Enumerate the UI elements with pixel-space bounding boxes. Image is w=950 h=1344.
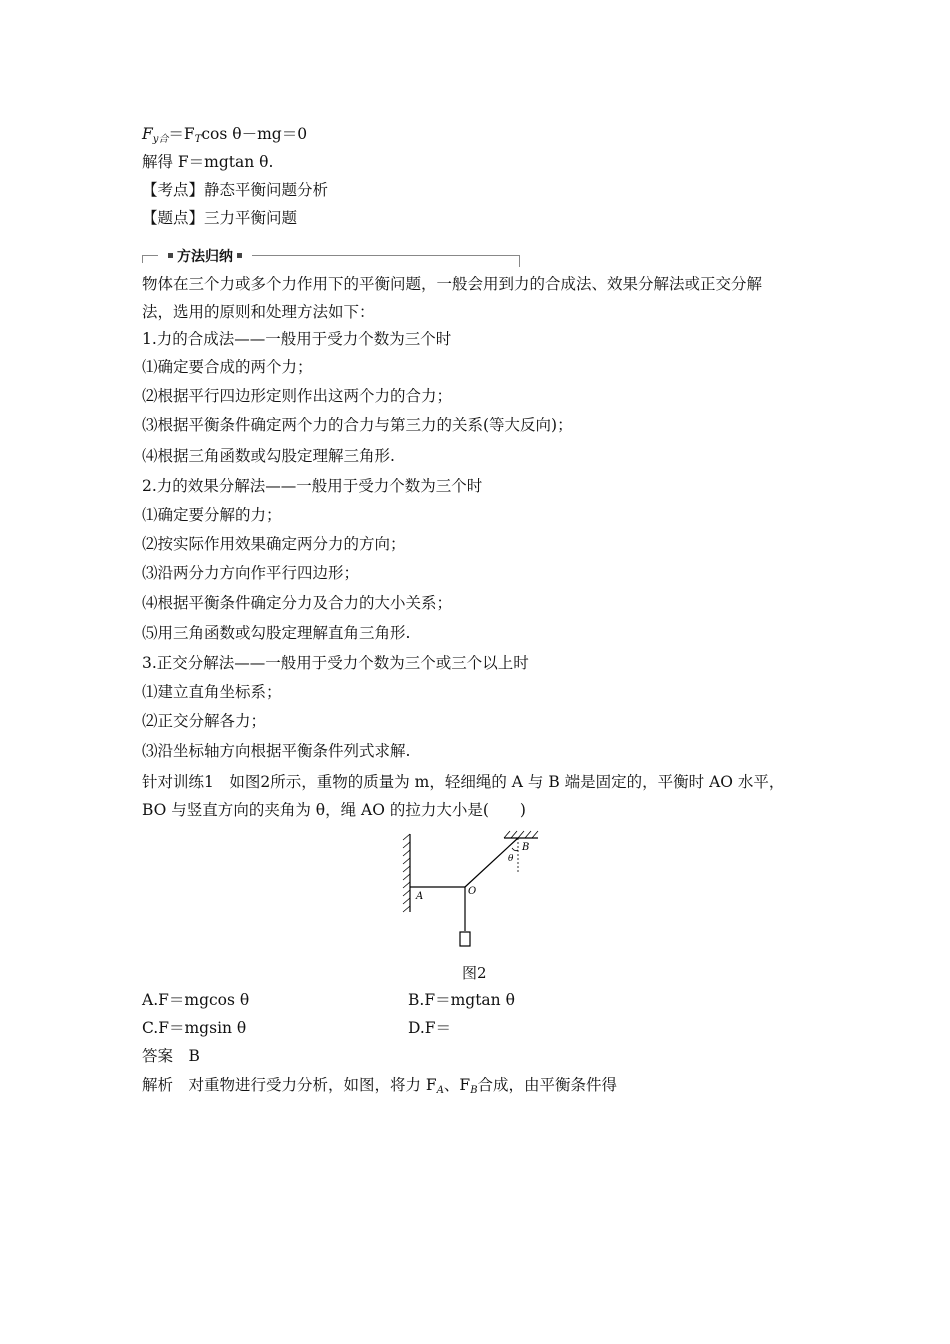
method-1-step-4: ⑷根据三角函数或勾股定理解三角形. xyxy=(142,447,395,465)
answer-line: 答案 B xyxy=(142,1047,200,1065)
exercise-question-2: BO 与竖直方向的夹角为 θ，绳 AO 的拉力大小是( ) xyxy=(142,801,526,819)
method-3-step-3: ⑶沿坐标轴方向根据平衡条件列式求解. xyxy=(142,742,411,760)
header-rule-left xyxy=(142,255,143,263)
solution-line: 解得 F＝mgtan θ. xyxy=(142,153,274,171)
method-1-title: 1.力的合成法——一般用于受力个数为三个时 xyxy=(142,330,452,348)
method-1-step-2: ⑵根据平行四边形定则作出这两个力的合力； xyxy=(142,387,453,405)
method-2-step-2: ⑵按实际作用效果确定两分力的方向； xyxy=(142,535,406,553)
option-a: A.F＝mgcos θ xyxy=(142,991,250,1009)
option-d: D.F＝ xyxy=(408,1019,452,1037)
method-summary-header xyxy=(142,245,520,267)
method-2-step-1: ⑴确定要分解的力； xyxy=(142,506,282,524)
method-2-title: 2.力的效果分解法——一般用于受力个数为三个时 xyxy=(142,477,483,495)
method-3-title: 3.正交分解法——一般用于受力个数为三个或三个以上时 xyxy=(142,654,529,672)
method-1-step-1: ⑴确定要合成的两个力； xyxy=(142,358,313,376)
method-summary-title: 方法归纳 xyxy=(158,246,252,266)
figure-caption: 图2 xyxy=(462,964,487,982)
wall-hatch xyxy=(403,834,410,912)
kaodian-line: 【考点】静态平衡问题分析 xyxy=(142,181,329,199)
header-rule-right xyxy=(519,255,520,267)
method-2-step-5: ⑸用三角函数或勾股定理解直角三角形. xyxy=(142,624,411,642)
exercise-question-1: 针对训练1 如图2所示，重物的质量为 m，轻细绳的 A 与 B 端是固定的，平衡时 AO 水平， xyxy=(142,773,785,791)
square-bullet-icon xyxy=(168,253,173,258)
label-O: O xyxy=(468,886,477,897)
analysis-line: 解析 对重物进行受力分析，如图，将力 $F_A$、$F_B$合成，由平衡条件得 xyxy=(142,1076,618,1096)
angle-arc xyxy=(512,848,518,851)
method-1-step-3: ⑶根据平衡条件确定两个力的合力与第三力的关系(等大反向)； xyxy=(142,416,573,434)
option-b: B.F＝mgtan θ xyxy=(408,991,515,1009)
label-theta: θ xyxy=(508,854,514,864)
method-3-step-1: ⑴建立直角坐标系； xyxy=(142,683,282,701)
tidian-line: 【题点】三力平衡问题 xyxy=(142,209,298,227)
method-2-step-4: ⑷根据平衡条件确定分力及合力的大小关系； xyxy=(142,594,453,612)
method-intro-1: 物体在三个力或多个力作用下的平衡问题，一般会用到力的合成法、效果分解法或正交分解 xyxy=(142,275,763,293)
label-A: A xyxy=(416,891,424,902)
equation-fy: $F_{y合}=F_T\cos$ θ－mg＝0 xyxy=(142,125,308,145)
ceiling-hatch xyxy=(504,831,538,838)
label-B: B xyxy=(522,842,530,853)
method-3-step-2: ⑵正交分解各力； xyxy=(142,712,267,730)
square-bullet-icon xyxy=(237,253,242,258)
method-2-step-3: ⑶沿两分力方向作平行四边形； xyxy=(142,564,360,582)
option-c: C.F＝mgsin θ xyxy=(142,1019,247,1037)
method-intro-2: 法，选用的原则和处理方法如下： xyxy=(142,303,375,321)
figure-2-diagram xyxy=(400,826,550,952)
weight-block xyxy=(460,932,470,946)
